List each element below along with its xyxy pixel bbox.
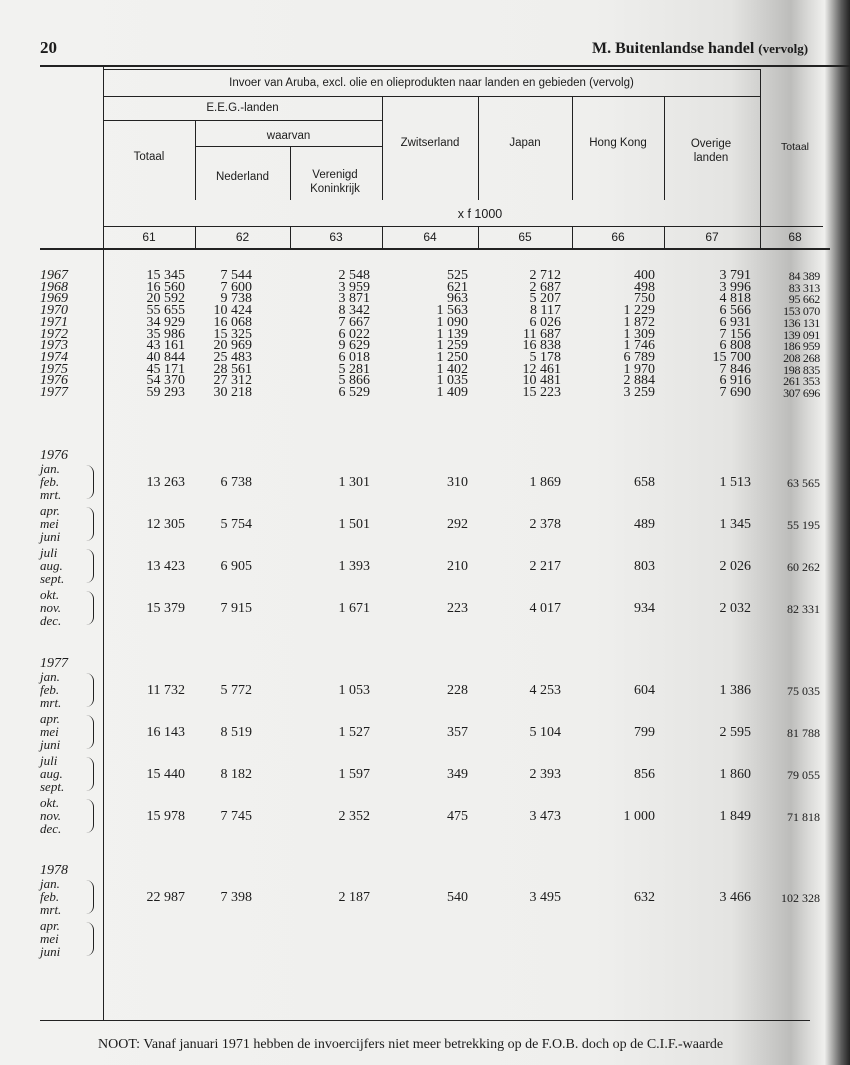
cell-value: 5 754 [220, 517, 252, 532]
cell-value: 8 117 [530, 303, 561, 319]
cell-value: 83 313 [788, 280, 820, 295]
table-title: Invoer van Aruba, excl. olie en olieprodukten naar landen en gebieden (vervolg) [229, 77, 634, 89]
cell-value: 292 [447, 517, 468, 532]
cell-value: 963 [447, 291, 468, 307]
column-number: 66 [611, 230, 625, 244]
cell-value: 1 259 [436, 338, 468, 354]
cell-value: 498 [634, 279, 655, 295]
header-vk: Verenigd Koninkrijk [310, 169, 360, 195]
header-eeg: E.E.G.-landen [206, 102, 279, 114]
cell-value: 1 970 [623, 361, 655, 377]
cell-value: 4 818 [719, 291, 751, 307]
cell-value: 7 915 [220, 601, 252, 616]
top-rule [40, 65, 850, 67]
column-number: 63 [329, 230, 343, 244]
month-label: sept. [40, 779, 65, 794]
unit-label: x f 1000 [457, 207, 503, 221]
cell-value: 16 560 [146, 279, 185, 295]
cell-value: 856 [634, 767, 655, 782]
quarter-brace [86, 591, 94, 625]
cell-value: 3 495 [529, 890, 561, 905]
column-number: 68 [788, 230, 802, 244]
cell-value: 5 866 [338, 373, 370, 389]
bottom-rule [40, 1020, 810, 1021]
cell-value: 16 143 [146, 725, 185, 740]
cell-value: 15 223 [522, 385, 561, 400]
cell-value: 489 [634, 517, 655, 532]
month-label: aug. [40, 766, 63, 781]
cell-value: 6 018 [338, 349, 370, 365]
month-label: feb. [40, 474, 60, 489]
column-number: 62 [235, 230, 250, 244]
cell-value: 8 342 [338, 303, 370, 319]
cell-value: 6 738 [220, 475, 252, 490]
cell-value: 1 527 [338, 725, 370, 740]
cell-value: 186 959 [783, 339, 820, 354]
cell-value: 7 398 [220, 890, 252, 905]
cell-value: 1 053 [338, 683, 370, 698]
month-label: mei [40, 516, 59, 531]
cell-value: 6 566 [719, 303, 751, 319]
cell-value: 11 687 [523, 326, 561, 342]
cell-value: 6 022 [338, 326, 370, 342]
cell-value: 1 250 [436, 349, 468, 365]
cell-value: 2 378 [529, 517, 561, 532]
header-hongkong: Hong Kong [589, 137, 647, 149]
cell-value: 1 597 [338, 767, 370, 782]
cell-value: 6 931 [719, 314, 751, 330]
rule [382, 226, 383, 248]
quarter-brace [86, 757, 94, 791]
cell-value: 34 929 [146, 314, 185, 330]
cell-value: 139 091 [783, 327, 820, 342]
cell-value: 3 466 [719, 890, 751, 905]
month-label: juli [40, 545, 58, 560]
cell-value: 208 268 [783, 350, 820, 365]
cell-value: 2 026 [719, 559, 751, 574]
month-label: mrt. [40, 487, 62, 502]
header-nederland: Nederland [215, 171, 270, 183]
cell-value: 210 [447, 559, 468, 574]
cell-value: 310 [447, 475, 468, 490]
running-title [592, 40, 808, 58]
block-year: 1976 [40, 448, 68, 463]
cell-value: 525 [447, 268, 468, 283]
month-label: juni [40, 529, 61, 544]
header-totaal: Totaal [780, 141, 810, 153]
header-waarvan: waarvan [266, 130, 311, 142]
month-label: jan. [40, 461, 60, 476]
cell-value: 2 393 [529, 767, 561, 782]
column-number: 61 [142, 230, 156, 244]
cell-value: 8 519 [220, 725, 252, 740]
cell-value: 12 461 [522, 361, 561, 377]
cell-value: 9 738 [220, 291, 252, 307]
cell-value: 15 379 [146, 601, 185, 616]
month-label: sept. [40, 571, 65, 586]
cell-value: 28 561 [213, 361, 252, 377]
cell-value: 1 386 [719, 683, 751, 698]
cell-value: 604 [634, 683, 655, 698]
block-year: 1978 [40, 863, 68, 878]
cell-value: 7 156 [719, 326, 751, 342]
running-title-suffix: (vervolg) [758, 41, 809, 56]
row-year: 1972 [40, 326, 68, 342]
rule [664, 96, 665, 200]
cell-value: 71 818 [787, 810, 820, 824]
month-label: dec. [40, 613, 62, 628]
cell-value: 1 309 [623, 326, 655, 342]
cell-value: 3 259 [623, 385, 655, 400]
cell-value: 9 629 [338, 338, 370, 354]
row-year: 1967 [40, 268, 68, 283]
month-label: mei [40, 724, 59, 739]
cell-value: 1 563 [436, 303, 468, 319]
cell-value: 153 070 [783, 304, 820, 319]
row-year: 1974 [40, 349, 68, 365]
cell-value: 16 068 [213, 314, 252, 330]
rule [103, 226, 823, 227]
cell-value: 750 [634, 291, 655, 307]
cell-value: 3 871 [338, 291, 370, 307]
cell-value: 22 987 [146, 890, 185, 905]
cell-value: 198 835 [783, 362, 820, 377]
rule [195, 146, 382, 147]
cell-value: 223 [447, 601, 468, 616]
cell-value: 15 325 [213, 326, 252, 342]
rule [290, 146, 291, 200]
cell-value: 1 090 [436, 314, 468, 330]
rule [290, 226, 291, 248]
cell-value: 2 712 [529, 268, 561, 283]
cell-value: 1 139 [436, 326, 468, 342]
month-label: dec. [40, 821, 62, 836]
cell-value: 5 207 [529, 291, 561, 307]
page-number: 20 [40, 38, 57, 57]
cell-value: 15 700 [712, 349, 751, 365]
row-year: 1971 [40, 314, 68, 330]
cell-value: 6 905 [220, 559, 252, 574]
quarter-brace [86, 715, 94, 749]
cell-value: 228 [447, 683, 468, 698]
cell-value: 5 772 [220, 683, 252, 698]
row-year: 1970 [40, 303, 68, 319]
row-year: 1976 [40, 373, 68, 389]
cell-value: 7 600 [220, 279, 252, 295]
cell-value: 1 860 [719, 767, 751, 782]
cell-value: 59 293 [146, 385, 185, 400]
header-bottom-rule [40, 248, 830, 250]
cell-value: 1 000 [623, 809, 655, 824]
cell-value: 11 732 [147, 683, 185, 698]
cell-value: 6 789 [623, 349, 655, 365]
cell-value: 102 328 [781, 891, 820, 905]
cell-value: 82 331 [787, 602, 820, 616]
cell-value: 1 301 [338, 475, 370, 490]
row-year: 1975 [40, 361, 68, 377]
cell-value: 6 808 [719, 338, 751, 354]
cell-value: 7 846 [719, 361, 751, 377]
cell-value: 20 592 [146, 291, 185, 307]
cell-value: 55 195 [787, 518, 820, 532]
month-label: juni [40, 737, 61, 752]
cell-value: 27 312 [213, 373, 252, 389]
cell-value: 2 032 [719, 601, 751, 616]
cell-value: 7 690 [719, 385, 751, 400]
cell-value: 803 [634, 559, 655, 574]
rule [664, 226, 665, 248]
row-year: 1973 [40, 338, 68, 354]
cell-value: 3 959 [338, 279, 370, 295]
cell-value: 35 986 [146, 326, 185, 342]
cell-value: 2 187 [338, 890, 370, 905]
cell-value: 10 481 [522, 373, 561, 389]
month-label: apr. [40, 918, 60, 933]
column-number: 67 [705, 230, 719, 244]
cell-value: 30 218 [213, 385, 252, 400]
month-label: jan. [40, 669, 60, 684]
cell-value: 16 838 [522, 338, 561, 354]
rule [103, 96, 760, 97]
month-label: jan. [40, 876, 60, 891]
quarter-brace [86, 880, 94, 914]
row-year: 1968 [40, 279, 68, 295]
cell-value: 4 017 [529, 601, 561, 616]
month-label: juni [40, 944, 61, 959]
row-year: 1977 [40, 385, 68, 400]
cell-value: 2 352 [338, 809, 370, 824]
cell-value: 43 161 [146, 338, 185, 354]
cell-value: 1 872 [623, 314, 655, 330]
cell-value: 4 253 [529, 683, 561, 698]
top-rule-2 [103, 69, 760, 70]
cell-value: 20 969 [213, 338, 252, 354]
cell-value: 357 [447, 725, 468, 740]
quarter-brace [86, 465, 94, 499]
table-left-border [103, 65, 104, 1020]
cell-value: 6 916 [719, 373, 751, 389]
cell-value: 632 [634, 890, 655, 905]
cell-value: 5 104 [529, 725, 561, 740]
rule [760, 226, 761, 248]
cell-value: 15 440 [146, 767, 185, 782]
cell-value: 3 996 [719, 279, 751, 295]
cell-value: 1 409 [436, 385, 468, 400]
running-title-text: M. Buitenlandse handel [592, 40, 755, 57]
cell-value: 621 [447, 279, 468, 295]
footnote: NOOT: Vanaf januari 1971 hebben de invoercijfers niet meer betrekking op de F.O.B. doch op de C.I.F.-waarde [98, 1037, 724, 1052]
header-totaal-eeg: Totaal [133, 151, 165, 163]
cell-value: 15 978 [146, 809, 185, 824]
column-number: 64 [423, 230, 437, 244]
column-number: 65 [518, 230, 532, 244]
rule [195, 226, 196, 248]
cell-value: 261 353 [783, 374, 820, 389]
rule [572, 226, 573, 248]
cell-value: 1 393 [338, 559, 370, 574]
cell-value: 349 [447, 767, 468, 782]
cell-value: 1 869 [529, 475, 561, 490]
month-label: feb. [40, 682, 60, 697]
rule [760, 69, 761, 249]
cell-value: 540 [447, 890, 468, 905]
month-label: nov. [40, 808, 62, 823]
header-zwitserland: Zwitserland [400, 137, 460, 149]
cell-value: 1 402 [436, 361, 468, 377]
cell-value: 2 548 [338, 268, 370, 283]
cell-value: 3 791 [719, 268, 751, 283]
cell-value: 1 501 [338, 517, 370, 532]
cell-value: 1 671 [338, 601, 370, 616]
cell-value: 12 305 [146, 517, 185, 532]
cell-value: 5 281 [338, 361, 370, 377]
cell-value: 934 [634, 601, 655, 616]
rule [103, 120, 382, 121]
cell-value: 1 513 [719, 475, 751, 490]
cell-value: 475 [447, 809, 468, 824]
quarter-brace [86, 799, 94, 833]
cell-value: 5 178 [529, 349, 561, 365]
quarter-brace [86, 673, 94, 707]
block-year: 1977 [40, 656, 68, 671]
cell-value: 6 529 [338, 385, 370, 400]
cell-value: 60 262 [787, 560, 820, 574]
month-label: mrt. [40, 902, 62, 917]
month-label: feb. [40, 889, 60, 904]
cell-value: 799 [634, 725, 655, 740]
cell-value: 40 844 [146, 349, 185, 365]
cell-value: 2 217 [529, 559, 561, 574]
cell-value: 8 182 [220, 767, 252, 782]
cell-value: 658 [634, 475, 655, 490]
cell-value: 45 171 [146, 361, 185, 377]
cell-value: 75 035 [787, 684, 820, 698]
cell-value: 1 345 [719, 517, 751, 532]
cell-value: 95 662 [788, 292, 820, 307]
cell-value: 54 370 [146, 373, 185, 389]
cell-value: 13 423 [146, 559, 185, 574]
cell-value: 1 849 [719, 809, 751, 824]
cell-value: 7 745 [220, 809, 252, 824]
cell-value: 7 667 [338, 314, 370, 330]
header-japan: Japan [509, 137, 541, 149]
cell-value: 15 345 [146, 268, 185, 283]
cell-value: 1 746 [623, 338, 655, 354]
month-label: mei [40, 931, 59, 946]
cell-value: 63 565 [787, 476, 820, 490]
quarter-brace [86, 549, 94, 583]
cell-value: 307 696 [783, 386, 820, 400]
rule [478, 226, 479, 248]
cell-value: 81 788 [787, 726, 820, 740]
cell-value: 2 687 [529, 279, 561, 295]
cell-value: 6 026 [529, 314, 561, 330]
month-label: apr. [40, 711, 60, 726]
cell-value: 10 424 [213, 303, 252, 319]
row-year: 1969 [40, 291, 68, 307]
month-label: nov. [40, 600, 62, 615]
month-label: juli [40, 753, 58, 768]
cell-value: 1 229 [623, 303, 655, 319]
cell-value: 2 595 [719, 725, 751, 740]
cell-value: 84 389 [788, 269, 820, 283]
cell-value: 136 131 [783, 315, 820, 330]
month-label: mrt. [40, 695, 62, 710]
header-overige: Overige landen [690, 138, 732, 164]
month-label: aug. [40, 558, 63, 573]
cell-value: 2 884 [623, 373, 655, 389]
cell-value: 7 544 [220, 268, 252, 283]
quarter-brace [86, 922, 94, 956]
cell-value: 1 035 [436, 373, 468, 389]
cell-value: 3 473 [529, 809, 561, 824]
month-label: okt. [40, 795, 60, 810]
cell-value: 79 055 [787, 768, 820, 782]
month-label: okt. [40, 587, 60, 602]
cell-value: 13 263 [146, 475, 185, 490]
cell-value: 55 655 [146, 303, 185, 319]
quarter-brace [86, 507, 94, 541]
cell-value: 25 483 [213, 349, 252, 365]
month-label: apr. [40, 503, 60, 518]
cell-value: 400 [634, 268, 655, 283]
